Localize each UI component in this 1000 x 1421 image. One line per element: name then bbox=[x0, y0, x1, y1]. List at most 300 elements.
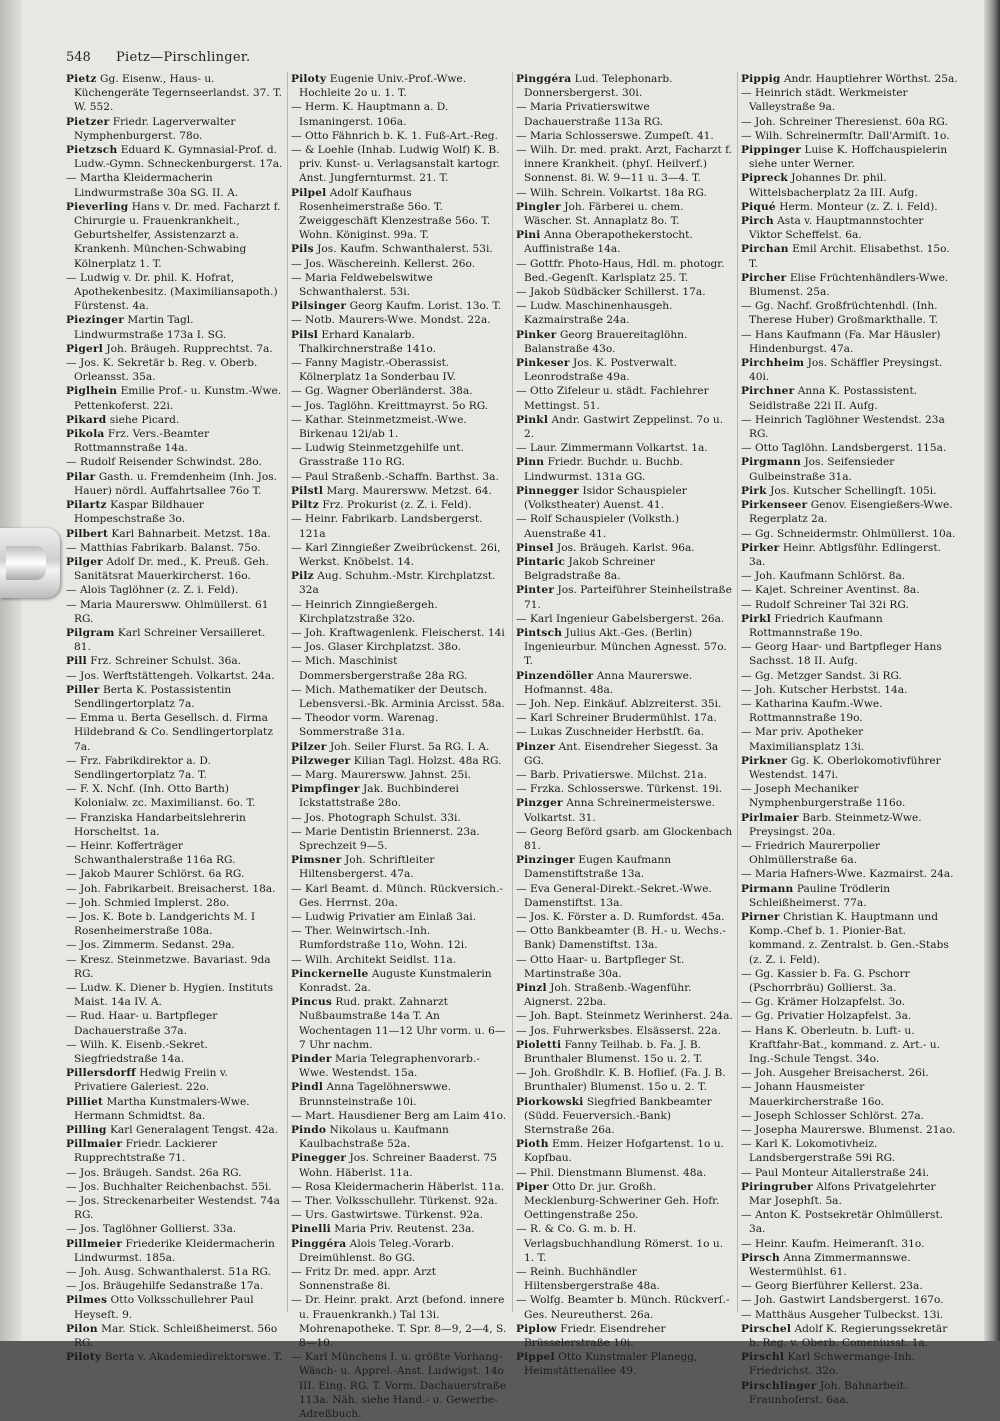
entry-surname: Piltz bbox=[291, 499, 319, 512]
entry-details: — Fanny Magistr.-Oberassist. Kölnerplatz 1a Sonderbau IV. bbox=[291, 357, 456, 384]
directory-entry bbox=[66, 882, 283, 896]
entry-details: — Heinr. Kaufm. Heimeranſt. 31o. bbox=[741, 1237, 925, 1250]
entry-details: — Ludwig Steinmetzgehilfe unt. Grasstraße 11o RG. bbox=[291, 442, 464, 469]
entry-details: Karl Generalagent Tengst. 42a. bbox=[109, 1124, 279, 1137]
entry-surname: Pinker bbox=[516, 328, 557, 341]
directory-entry bbox=[516, 129, 733, 143]
directory-entry bbox=[741, 1350, 958, 1378]
directory-entry bbox=[291, 399, 508, 413]
entry-surname: Pirkner bbox=[741, 754, 788, 767]
page-edge-shadow bbox=[984, 0, 1000, 1341]
directory-entry bbox=[66, 541, 283, 555]
directory-entry bbox=[516, 1038, 733, 1066]
entry-details: — Joseph Mechaniker Nymphenburgerstraße 116o. bbox=[741, 783, 906, 810]
entry-details: — Rudolf Reisender Schwindst. 28o. bbox=[66, 456, 262, 469]
entry-details: — Jos. Photograph Schulst. 33i. bbox=[291, 811, 461, 824]
entry-details: Joh. Straßenb.-Wagenführ. Aignerst. 22ba. bbox=[524, 982, 692, 1009]
directory-entry bbox=[66, 527, 283, 541]
entry-details: Heinr. Abtlgsführ. Edlingerst. 3a. bbox=[749, 541, 941, 568]
entry-details: — Joh. Kraftwagenlenk. Fleischerst. 14i bbox=[291, 626, 505, 639]
entry-surname: Pirschl bbox=[741, 1351, 785, 1364]
directory-entry bbox=[741, 669, 958, 683]
directory-entry bbox=[741, 967, 958, 995]
entry-details: Elise Früchtenhändlers-Wwe. Blumenst. 25a. bbox=[749, 271, 949, 299]
entry-surname: Pinzl bbox=[516, 982, 547, 994]
entry-surname: Pirk bbox=[741, 484, 767, 497]
entry-details: — Notb. Maurers-Wwe. Mondst. 22a. bbox=[291, 314, 491, 327]
entry-details: — Ludw. K. Diener b. Hygien. Instituts Maist. 14a IV. A. bbox=[66, 982, 274, 1009]
entry-surname: Pindl bbox=[291, 1081, 324, 1094]
entry-details: — Jos. Zimmerm. Sedanst. 29a. bbox=[66, 939, 235, 952]
directory-entry bbox=[291, 626, 508, 640]
entry-surname: Pinkl bbox=[516, 413, 549, 426]
entry-details: — Johann Hausmeister Mauerkircherstraße 16o. bbox=[741, 1081, 885, 1108]
entry-surname: Pinggéra bbox=[291, 1237, 347, 1250]
entry-details: — Joh. Kutscher Herbstst. 14a. bbox=[741, 683, 908, 696]
entry-details: — Matthäus Ausgeher Tulbeckst. 13i. bbox=[741, 1308, 944, 1321]
entry-surname: Pirgmann bbox=[741, 456, 802, 469]
entry-details: Barb. Steinmetz-Wwe. Preysingst. 20a. bbox=[749, 811, 922, 838]
directory-entry bbox=[66, 342, 283, 356]
entry-details: — Gg. Metzger Sandst. 3i RG. bbox=[741, 669, 902, 682]
entry-details: Anna K. Postassistent. Seidlstraße 22i II. Aufg. bbox=[749, 385, 918, 412]
entry-details: — Gg. Wagner Oberländerst. 38a. bbox=[291, 385, 473, 398]
entry-surname: Pirschlinger bbox=[741, 1379, 817, 1392]
entry-details: — Maria Maurersww. Ohlmüllerst. 61 RG. bbox=[66, 598, 269, 625]
entry-surname: Pincus bbox=[291, 996, 333, 1009]
directory-entry bbox=[291, 186, 508, 243]
entry-details: — Joh. Gastwirt Landsbergerst. 167o. bbox=[741, 1294, 944, 1307]
directory-entry bbox=[291, 967, 508, 995]
directory-entry bbox=[741, 782, 958, 810]
entry-details: — Frzka. Schlosserswe. Türkenst. 19i. bbox=[516, 783, 723, 796]
entry-surname: Pilling bbox=[66, 1124, 107, 1137]
entry-surname: Piplow bbox=[516, 1322, 557, 1335]
entry-details: — Frz. Fabrikdirektor a. D. Sendlingertorplatz 7a. T. bbox=[66, 754, 211, 781]
entry-details: — Joh. Großhdlr. K. B. Hoflief. (Fa. J. B. Brunthaler) Blumenst. 15o u. 2. T. bbox=[516, 1067, 726, 1094]
entry-surname: Pill bbox=[66, 655, 87, 668]
directory-entry bbox=[741, 1293, 958, 1307]
entry-surname: Pintsch bbox=[516, 626, 563, 639]
directory-entry bbox=[741, 725, 958, 753]
entry-details: Otto Dr. jur. Großh. Mecklenburg-Schweriner Geh. Hofr. Oettingenstraße 25o. bbox=[524, 1180, 720, 1222]
entry-details: — Jos. Streckenarbeiter Westendst. 74a RG. bbox=[66, 1195, 280, 1222]
entry-details: — Ther. Volksschullehr. Türkenst. 92a. bbox=[291, 1195, 498, 1208]
directory-entry bbox=[741, 583, 958, 597]
entry-details: — Ludwig Privatier am Einlaß 3ai. bbox=[291, 910, 477, 923]
entry-surname: Pikola bbox=[66, 428, 105, 441]
entry-details: — Joh. Nep. Einkäuf. Ablzreiterst. 35i. bbox=[516, 697, 722, 710]
entry-details: Mar. Stick. Schleißheimerst. 56o RG. bbox=[74, 1322, 278, 1350]
entry-details: Frz. Vers.-Beamter Rottmannstraße 14a. bbox=[74, 428, 210, 455]
entry-details: Jos. Schäffler Preysingst. 40i. bbox=[749, 357, 943, 384]
directory-entry bbox=[66, 711, 283, 754]
directory-entry bbox=[741, 129, 958, 143]
entry-details: Anna Oberapothekerstocht. Auffinistraße 14a. bbox=[524, 229, 693, 256]
entry-details: Emm. Heizer Hofgartenst. 1o u. Kopfbau. bbox=[524, 1138, 724, 1165]
directory-entry bbox=[291, 413, 508, 441]
entry-surname: Piloty bbox=[66, 1351, 102, 1364]
directory-entry bbox=[741, 86, 958, 114]
entry-details: — Ludwig v. Dr. phil. K. Hofrat, Apothekenbesitz. (Maximiliansapoth.) Fürstenst. 4a. bbox=[66, 271, 278, 313]
directory-entry bbox=[66, 384, 283, 412]
entry-details: Kaspar Bildhauer Hompeschstraße 3o. bbox=[74, 499, 204, 526]
entry-details: Joh. Bräugeh. Rupprechtst. 7a. bbox=[106, 342, 273, 355]
entry-details: — Jos. K. Förster a. D. Rumfordst. 45a. bbox=[516, 910, 725, 923]
directory-entry bbox=[516, 825, 733, 853]
directory-entry bbox=[291, 100, 508, 128]
directory-entry bbox=[516, 1322, 733, 1350]
directory-entry bbox=[291, 640, 508, 654]
entry-surname: Pilpel bbox=[291, 186, 327, 199]
entry-details: Jos. Parteiführer Steinheilstraße 71. bbox=[524, 584, 732, 611]
entry-surname: Pirlmaier bbox=[741, 811, 799, 824]
entry-surname: Pinzger bbox=[516, 797, 563, 810]
directory-entry bbox=[291, 654, 508, 682]
directory-entry bbox=[516, 740, 733, 768]
entry-details: Asta v. Hauptmannstochter Viktor Scheffelst. 6a. bbox=[749, 215, 924, 242]
entry-details: Martha Kunstmalers-Wwe. Hermann Schmidtst. 8a. bbox=[74, 1095, 250, 1122]
entry-details: Friedr. Lagerverwalter Nymphenburgerst. 78o. bbox=[74, 115, 236, 142]
directory-entry bbox=[516, 143, 733, 186]
entry-surname: Pinkeser bbox=[516, 357, 570, 370]
entry-details: Julius Akt.-Ges. (Berlin) Ingenieurbur. München Agnesst. 57o. T. bbox=[524, 626, 727, 668]
directory-entry bbox=[66, 683, 283, 711]
entry-details: — Jos. Bräugehilfe Sedanstraße 17a. bbox=[66, 1280, 264, 1293]
entry-surname: Pillmeier bbox=[66, 1237, 123, 1250]
directory-entry bbox=[741, 569, 958, 583]
entry-details: Joh. Färberei u. chem. Wäscher. St. Annaplatz 8o. T. bbox=[524, 200, 684, 228]
entry-details: Karl Schwermange-Inh. Friedrichst. 32o. bbox=[749, 1351, 915, 1378]
directory-entry bbox=[516, 953, 733, 981]
entry-details: — Gg. Krämer Holzapfelst. 3o. bbox=[741, 996, 905, 1009]
directory-entry bbox=[66, 1293, 283, 1321]
entry-details: Johannes Dr. phil. Wittelsbacherplatz 2a III. Aufg. bbox=[749, 172, 918, 199]
directory-entry bbox=[291, 569, 508, 597]
column-2 bbox=[287, 72, 508, 1421]
directory-entry bbox=[516, 711, 733, 725]
entry-details: — Heinrich Zinngießergeh. Kirchplatzstraße 32o. bbox=[291, 598, 438, 625]
entry-details: Joh. Bahnarbeit. Fraunhoferst. 6aa. bbox=[749, 1379, 908, 1406]
directory-entry bbox=[741, 328, 958, 356]
entry-details: — Karl K. Lokomotivheiz. Landsbergerstraße 59i RG. bbox=[741, 1138, 896, 1165]
entry-details: Marg. Maurersww. Metzst. 64. bbox=[326, 484, 492, 497]
entry-details: Eugen Kaufmann Damenstiftstraße 13a. bbox=[524, 854, 672, 881]
entry-surname: Pilstl bbox=[291, 484, 324, 497]
entry-surname: Piezinger bbox=[66, 314, 125, 327]
entry-details: — Jos. Wäschereinh. Kellerst. 26o. bbox=[291, 257, 476, 270]
entry-details: — Jos. Buchhalter Reichenbachst. 55i. bbox=[66, 1180, 272, 1193]
entry-details: — Maria Hafners-Wwe. Kazmairst. 24a. bbox=[741, 868, 954, 881]
directory-entry bbox=[516, 910, 733, 924]
entry-details: — Rolf Schauspieler (Volksth.) Auenstraße 41. bbox=[516, 513, 680, 540]
directory-entry bbox=[741, 697, 958, 725]
entry-details: — Joh. Fabrikarbeit. Breisacherst. 18a. bbox=[66, 882, 276, 895]
entry-details: — Karl Beamt. d. Münch. Rückversich.-Ges. Herrnst. 20a. bbox=[291, 882, 503, 909]
entry-surname: Pillersdorff bbox=[66, 1067, 136, 1080]
directory-entry bbox=[291, 598, 508, 626]
entry-details: — Georg Bierführer Kellerst. 23a. bbox=[741, 1280, 923, 1293]
entry-details: Jos. Schreiner Baaderst. 75 Wohn. Häberlst. 11a. bbox=[299, 1152, 498, 1179]
entry-details: — Jos. Bräugeh. Sandst. 26a RG. bbox=[66, 1166, 242, 1179]
directory-entry bbox=[741, 214, 958, 242]
directory-entry bbox=[66, 1095, 283, 1123]
entry-details: — Gottfr. Photo-Haus, Hdl. m. photogr. Bed.-Gegenſt. Karlsplatz 25. T. bbox=[516, 257, 725, 284]
entry-details: — Josepha Maurerswe. Blumenst. 21ao. bbox=[741, 1124, 956, 1137]
entry-details: — Laur. Zimmermann Volkartst. 1a. bbox=[516, 442, 708, 455]
directory-entry bbox=[516, 1293, 733, 1321]
entry-details: Maria Priv. Reutenst. 23a. bbox=[334, 1223, 475, 1236]
directory-entry bbox=[516, 924, 733, 952]
directory-entry bbox=[66, 1194, 283, 1222]
column-4 bbox=[737, 72, 958, 1406]
directory-entry bbox=[516, 299, 733, 327]
entry-surname: Pimpfinger bbox=[291, 783, 360, 796]
entry-details: Georg Brauereitaglöhn. Balanstraße 43o. bbox=[524, 328, 688, 355]
entry-details: Eduard K. Gymnasial-Prof. d. Ludw.-Gymn. Schneckenburgerst. 17a. bbox=[74, 144, 283, 171]
entry-details: Berta K. Postassistentin Sendlingertorplatz 7a. bbox=[74, 683, 232, 710]
directory-entry bbox=[66, 626, 283, 654]
entry-surname: Pigerl bbox=[66, 342, 103, 355]
directory-entry bbox=[66, 470, 283, 498]
directory-entry bbox=[291, 441, 508, 469]
entry-surname: Piqué bbox=[741, 200, 776, 213]
entry-surname: Pipreck bbox=[741, 172, 788, 185]
entry-surname: Pirchan bbox=[741, 243, 789, 256]
entry-surname: Pirchner bbox=[741, 385, 795, 398]
directory-entry bbox=[741, 910, 958, 967]
entry-surname: Pilon bbox=[66, 1322, 98, 1335]
entry-surname: Pilgram bbox=[66, 626, 115, 639]
directory-entry bbox=[291, 72, 508, 100]
directory-entry bbox=[66, 669, 283, 683]
entry-details: Berta v. Akademiedirektorswe. T. bbox=[104, 1351, 283, 1364]
entry-details: Kilian Tagl. Holzst. 48a RG. bbox=[353, 754, 502, 767]
entry-details: Friedr. Lackierer Rupprechtstraße 71. bbox=[74, 1138, 217, 1165]
directory-entry bbox=[291, 313, 508, 327]
entry-surname: Pinzinger bbox=[516, 854, 575, 867]
entry-details: — Joh. Schmied Implerst. 28o. bbox=[66, 896, 230, 909]
entry-surname: Pilger bbox=[66, 555, 103, 568]
directory-entry bbox=[516, 1350, 733, 1378]
directory-entry bbox=[66, 839, 283, 867]
directory-entry bbox=[291, 711, 508, 739]
entry-details: — Hans Kaufmann (Fa. Mar Häusler) Hindenburgst. 47a. bbox=[741, 328, 941, 355]
entry-details: — Joh. Ausg. Schwanthalerst. 51a RG. bbox=[66, 1266, 271, 1279]
directory-entry bbox=[66, 896, 283, 910]
directory-entry bbox=[516, 1009, 733, 1023]
entry-details: siehe Picard. bbox=[109, 413, 180, 426]
column-3 bbox=[512, 72, 733, 1378]
entry-details: Isidor Schauspieler (Volkstheater) Auenst. 41. bbox=[524, 484, 687, 512]
directory-entry bbox=[516, 285, 733, 299]
running-title: Pietz—Pirschlinger. bbox=[116, 50, 251, 65]
entry-details: — Gg. Nachf. Großfrüchtenhdl. (Inh. Therese Huber) Großmarkthalle. T. bbox=[741, 300, 939, 327]
directory-entry bbox=[741, 541, 958, 569]
directory-entry bbox=[516, 541, 733, 555]
entry-details: Adolf K. Regierungssekretär b. Reg. v. Oberb. Comeniusst. 1a. bbox=[749, 1322, 948, 1350]
entry-surname: Pilz bbox=[291, 570, 314, 583]
directory-entry bbox=[741, 413, 958, 441]
entry-details: — Phil. Dienstmann Blumenst. 48a. bbox=[516, 1166, 707, 1179]
entry-details: Gg. Eisenw., Haus- u. Küchengeräte Tegernseerlandst. 37. T. W. 552. bbox=[74, 73, 282, 114]
directory-entry bbox=[516, 441, 733, 455]
entry-details: — Mar priv. Apotheker Maximiliansplatz 13i. bbox=[741, 726, 865, 753]
entry-details: — Gg. Schneidermstr. Ohlmüllerst. 10a. bbox=[741, 527, 956, 540]
directory-entry bbox=[741, 754, 958, 782]
entry-details: — Hans K. Oberleutn. b. Luft- u. Kraftfahr-Bat., kommand. z. Art.- u. Ing.-Schule Tengst. 34o. bbox=[741, 1024, 940, 1066]
directory-entry bbox=[66, 867, 283, 881]
page-number: 548 bbox=[66, 50, 91, 65]
directory-entry bbox=[291, 811, 508, 825]
directory-entry bbox=[291, 740, 508, 754]
directory-entry bbox=[66, 782, 283, 810]
entry-details: — Joh. Bapt. Steinmetz Werinherst. 24a. bbox=[516, 1010, 733, 1023]
entry-details: Eugenie Univ.-Prof.-Wwe. Hochleite 2o u. 1. T. bbox=[299, 73, 467, 100]
entry-surname: Pirschel bbox=[741, 1322, 792, 1335]
entry-surname: Pintaric bbox=[516, 555, 566, 568]
directory-entry bbox=[741, 1066, 958, 1080]
entry-surname: Pietzsch bbox=[66, 144, 118, 157]
directory-entry bbox=[291, 882, 508, 910]
directory-entry bbox=[66, 72, 283, 115]
directory-entry bbox=[741, 867, 958, 881]
directory-entry bbox=[66, 171, 283, 199]
directory-entry bbox=[291, 1293, 508, 1350]
entry-details: — Jos. K. Sekretär b. Reg. v. Oberb. Orleansst. 35a. bbox=[66, 357, 258, 384]
entry-details: Friederike Kleidermacherin Lindwurmst. 185a. bbox=[74, 1237, 275, 1264]
directory-entry bbox=[516, 186, 733, 200]
directory-entry bbox=[516, 72, 733, 100]
entry-details: Alois Teleg.-Vorarb. Dreimühlenst. 8o GG. bbox=[299, 1237, 455, 1264]
directory-entry bbox=[516, 669, 733, 697]
entry-surname: Pilsinger bbox=[291, 300, 347, 313]
entry-details: Georg Kaufm. Lorist. 13o. T. bbox=[349, 300, 502, 313]
entry-details: Otto Volksschullehrer Paul Heyseſt. 9. bbox=[74, 1294, 254, 1321]
entry-details: — Otto Taglöhn. Landsbergerst. 115a. bbox=[741, 442, 947, 455]
entry-surname: Pilzer bbox=[291, 740, 327, 753]
entry-surname: Pimsner bbox=[291, 854, 342, 867]
entry-details: Rud. prakt. Zahnarzt Nußbaumstraße 14a T. An Wochentagen 11—12 Uhr vorm. u. 6—7 Uhr nachm. bbox=[299, 996, 506, 1051]
directory-entry bbox=[291, 1052, 508, 1080]
entry-details: — Katharina Kaufm.-Wwe. Rottmannstraße 19o. bbox=[741, 697, 883, 725]
entry-surname: Pinter bbox=[516, 584, 555, 597]
directory-entry bbox=[66, 200, 283, 271]
directory-entry bbox=[741, 1123, 958, 1137]
entry-surname: Pieverling bbox=[66, 200, 129, 213]
directory-entry bbox=[291, 1123, 508, 1151]
entry-details: — Matthias Fabrikarb. Balanst. 75o. bbox=[66, 541, 261, 554]
directory-entry bbox=[291, 782, 508, 810]
entry-surname: Pinsel bbox=[516, 541, 554, 554]
directory-entry bbox=[741, 143, 958, 171]
entry-details: — Mart. Hausdiener Berg am Laim 41o. bbox=[291, 1109, 507, 1122]
directory-entry bbox=[741, 811, 958, 839]
entry-details: Gg. K. Oberlokomotivführer Westendst. 147i. bbox=[749, 754, 941, 781]
entry-details: — Wilh. K. Eisenb.-Sekret. Siegfriedstraße 14a. bbox=[66, 1038, 208, 1066]
entry-details: — Herm. K. Hauptmann a. D. Ismaningerst. 106a. bbox=[291, 101, 449, 128]
entry-details: Luise K. Hoffchauspielerin siehe unter Werner. bbox=[749, 144, 948, 171]
entry-details: Karl Bahnarbeit. Metzst. 18a. bbox=[111, 527, 271, 540]
entry-surname: Pilartz bbox=[66, 499, 107, 512]
directory-entry bbox=[66, 1279, 283, 1293]
directory-entry bbox=[516, 257, 733, 285]
entry-surname: Pioth bbox=[516, 1138, 549, 1151]
directory-entry bbox=[516, 1265, 733, 1293]
binder-clip bbox=[0, 528, 60, 598]
entry-surname: Pilbert bbox=[66, 527, 109, 540]
entry-details: Andr. Gastwirt Zeppelinst. 7o u. 2. bbox=[524, 413, 724, 441]
entry-surname: Pirchheim bbox=[741, 357, 805, 370]
entry-details: — Jos. Taglöhn. Kreittmayrst. 5o RG. bbox=[291, 399, 489, 412]
entry-details: — Heinrich städt. Werkmeister Valleystraße 9a. bbox=[741, 87, 908, 114]
directory-entry bbox=[66, 938, 283, 952]
entry-surname: Pirner bbox=[741, 910, 780, 923]
entry-surname: Pinn bbox=[516, 456, 545, 469]
entry-details: — & Loehle (Inhab. Ludwig Wolf) K. B. priv. Kunst- u. Verlagsanstalt kartogr. Anst. Jungfernturmst. 21. T. bbox=[291, 144, 500, 185]
directory-entry bbox=[291, 384, 508, 398]
entry-details: Siegfried Bankbeamter (Südd. Feuerversich.-Bank) Sternstraße 26a. bbox=[524, 1095, 712, 1137]
entry-surname: Pinelli bbox=[291, 1223, 331, 1236]
entry-details: — Reinh. Buchhändler Hiltensbergerstraße 48a. bbox=[516, 1266, 660, 1293]
directory-entry bbox=[516, 384, 733, 412]
directory-entry bbox=[66, 1322, 283, 1350]
entry-surname: Pippel bbox=[516, 1351, 555, 1364]
directory-entry bbox=[291, 271, 508, 299]
entry-surname: Pinder bbox=[291, 1053, 332, 1066]
entry-surname: Pircher bbox=[741, 271, 787, 284]
entry-details: — Theodor vorm. Warenag. Sommerstraße 31a. bbox=[291, 712, 439, 739]
entry-details: — Jos. Taglöhner Gollierst. 33a. bbox=[66, 1223, 237, 1236]
entry-details: — Wolfg. Beamter b. Münch. Rückverſ.-Ges. Neureutherst. 26a. bbox=[516, 1294, 730, 1321]
directory-entry bbox=[66, 1009, 283, 1037]
entry-details: — Kathar. Steinmetzmeist.-Wwe. Birkenau 12i/ab 1. bbox=[291, 413, 467, 441]
directory-entry bbox=[66, 754, 283, 782]
column-1 bbox=[66, 72, 283, 1364]
directory-entry bbox=[66, 1137, 283, 1165]
directory-entry bbox=[516, 1024, 733, 1038]
directory-entry bbox=[516, 626, 733, 669]
directory-entry bbox=[741, 171, 958, 199]
directory-entry bbox=[66, 1166, 283, 1180]
directory-entry bbox=[516, 1095, 733, 1138]
directory-entry bbox=[291, 1151, 508, 1179]
entry-details: — Otto Fähnrich b. K. 1. Fuß-Art.-Reg. bbox=[291, 129, 498, 142]
entry-details: — Eva General-Direkt.-Sekret.-Wwe. Damenstiftst. 13a. bbox=[516, 882, 712, 909]
directory-entry bbox=[291, 1080, 508, 1108]
entry-details: Herm. Monteur (z. Z. i. Feld). bbox=[779, 200, 938, 213]
directory-entry bbox=[291, 328, 508, 356]
directory-entry bbox=[741, 271, 958, 299]
entry-surname: Pils bbox=[291, 243, 314, 256]
entry-details: Ant. Eisendreher Siegesst. 3a GG. bbox=[524, 740, 719, 767]
directory-entry bbox=[291, 1237, 508, 1265]
entry-details: — Karl Ingenieur Gabelsbergerst. 26a. bbox=[516, 612, 725, 625]
entry-surname: Pilsl bbox=[291, 328, 319, 341]
entry-details: — Dr. Heinr. prakt. Arzt (befond. innere u. Frauenkrankh.) Tal 13i. Mohrenapotheke. T. Spr. 8—9, 2—4, S. 8—10. bbox=[291, 1294, 507, 1350]
entry-details: — Rud. Haar- u. Bartpfleger Dachauerstraße 37a. bbox=[66, 1010, 218, 1037]
directory-entry bbox=[741, 441, 958, 455]
entry-details: — Heinr. Kofferträger Schwanthalerstraße 116a RG. bbox=[66, 839, 236, 867]
entry-details: — Jakob Maurer Schlörst. 6a RG. bbox=[66, 868, 245, 881]
entry-details: Lud. Telephonarb. Donnersbergerst. 30i. bbox=[524, 73, 673, 100]
entry-details: Joh. Schriftleiter Hiltensbergerst. 47a. bbox=[299, 854, 435, 881]
directory-entry bbox=[291, 484, 508, 498]
directory-entry bbox=[516, 1137, 733, 1165]
entry-details: — Jos. Glaser Kirchplatzst. 38o. bbox=[291, 641, 461, 654]
directory-entry bbox=[291, 825, 508, 853]
directory-entry bbox=[66, 1350, 283, 1364]
